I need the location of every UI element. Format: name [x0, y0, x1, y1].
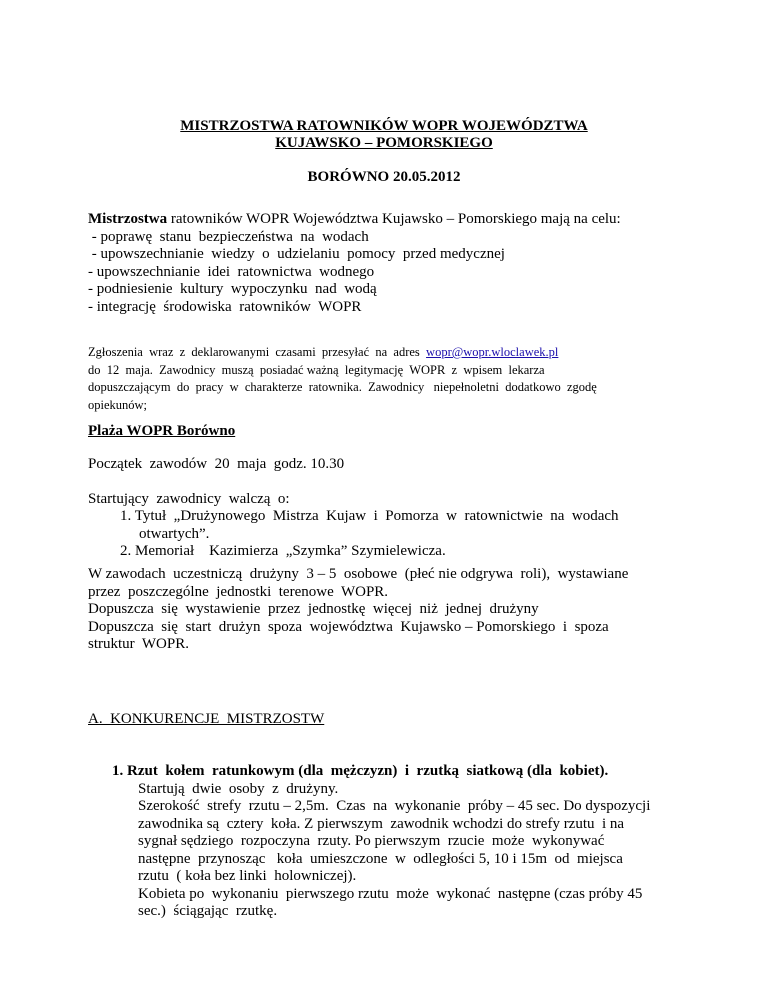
- goal-item: - upowszechnianie idei ratownictwa wodnego: [88, 263, 375, 280]
- title-line-2: KUJAWSKO – POMORSKIEGO: [275, 135, 493, 151]
- section-a-heading: A. KONKURENCJE MISTRZOSTW: [88, 711, 325, 727]
- item-1-body: [112, 781, 650, 921]
- goal-item: - integrację środowiska ratowników WOPR: [88, 298, 362, 315]
- registration-line-3: dopuszczającym do pracy w charakterze ratownika. Zawodnicy niepełnoletni dodatkowo zgodę: [88, 380, 597, 394]
- competition-item-2: [120, 543, 619, 561]
- teams-paragraph: [88, 566, 628, 654]
- registration-line-4: opiekunów;: [88, 397, 148, 412]
- item-1-title-text: Rzut kołem ratunkowym (dla mężczyzn) i rzutką siatkową (dla kobiet).: [127, 763, 609, 779]
- registration-paragraph: [88, 344, 597, 414]
- intro-lead: [88, 211, 621, 229]
- item-1-line: rzutu ( koła bez linki holowniczej).: [138, 868, 357, 884]
- goal-item: - poprawę stanu bezpieczeństwa na wodach: [88, 228, 369, 245]
- registration-line-1: [88, 344, 597, 362]
- teams-line: W zawodach uczestniczą drużyny 3 – 5 osobowe (płeć nie odgrywa roli), wystawiane: [88, 566, 629, 582]
- competition-list: [120, 508, 619, 561]
- item-1-line: sygnał sędziego rozpoczyna rzuty. Po pierwszym rzucie może wykonywać: [138, 833, 605, 849]
- title-line-1: MISTRZOSTWA RATOWNIKÓW WOPR WOJEWÓDZTWA: [180, 118, 588, 134]
- teams-line: przez poszczególne jednostki terenowe WOPR.: [88, 583, 389, 600]
- teams-line: Dopuszcza się wystawienie przez jednostkę więcej niż jednej drużyny: [88, 601, 539, 617]
- registration-text: Zgłoszenia wraz z deklarowanymi czasami przesyłać na adres: [88, 345, 427, 359]
- intro-lead-bold: Mistrzostwa: [88, 211, 168, 227]
- registration-line-2: do 12 maja. Zawodnicy muszą posiadać ważną legitymację WOPR z wpisem lekarza: [88, 362, 545, 377]
- teams-line: Dopuszcza się start drużyn spoza województwa Kujawsko – Pomorskiego i spoza: [88, 618, 609, 635]
- goal-item: - podniesienie kultury wypoczynku nad wodą: [88, 281, 377, 297]
- list-number: 2.: [120, 543, 132, 559]
- goal-item: - upowszechnianie wiedzy o udzielaniu pomocy przed medycznej: [88, 246, 505, 262]
- list-number: 1.: [120, 508, 132, 524]
- item-1-line: sec.) ściągając rzutkę.: [138, 903, 278, 919]
- competition-intro: Startujący zawodnicy walczą o:: [88, 491, 290, 507]
- item-1-line: zawodnika są cztery koła. Z pierwszym zawodnik wchodzi do strefy rzutu i na: [138, 815, 625, 832]
- intro-paragraph: [88, 211, 621, 316]
- list-text: Tytuł „Drużynowego Mistrza Kujaw i Pomorza w ratownictwie na wodach: [134, 508, 619, 524]
- list-text: Memoriał Kazimierza „Szymka” Szymielewicza.: [135, 543, 446, 559]
- section-a-item-1: [112, 763, 650, 921]
- item-1-line: Kobieta po wykonaniu pierwszego rzutu może wykonać następne (czas próby 45: [138, 885, 643, 902]
- intro-lead-rest: ratowników WOPR Województwa Kujawsko – Pomorskiego mają na celu:: [167, 211, 621, 227]
- date-line: BORÓWNO 20.05.2012: [307, 169, 461, 185]
- item-1-line: Szerokość strefy rzutu – 2,5m. Czas na wykonanie próby – 45 sec. Do dyspozycji: [138, 798, 651, 814]
- start-time: Początek zawodów 20 maja godz. 10.30: [88, 456, 345, 472]
- email-link[interactable]: wopr@wopr.wloclawek.pl: [426, 345, 559, 359]
- list-number: 1.: [112, 763, 124, 779]
- competition-item-1: [120, 508, 619, 526]
- item-1-line: Startują dwie osoby z drużyny.: [138, 780, 339, 797]
- item-1-title: [112, 763, 650, 781]
- item-1-line: następne przynosząc koła umieszczone w odległości 5, 10 i 15m od miejsca: [138, 850, 623, 867]
- venue-heading: Plaża WOPR Borówno: [88, 423, 236, 439]
- teams-line: struktur WOPR.: [88, 636, 189, 652]
- competition-item-1-cont: otwartych”.: [139, 525, 210, 542]
